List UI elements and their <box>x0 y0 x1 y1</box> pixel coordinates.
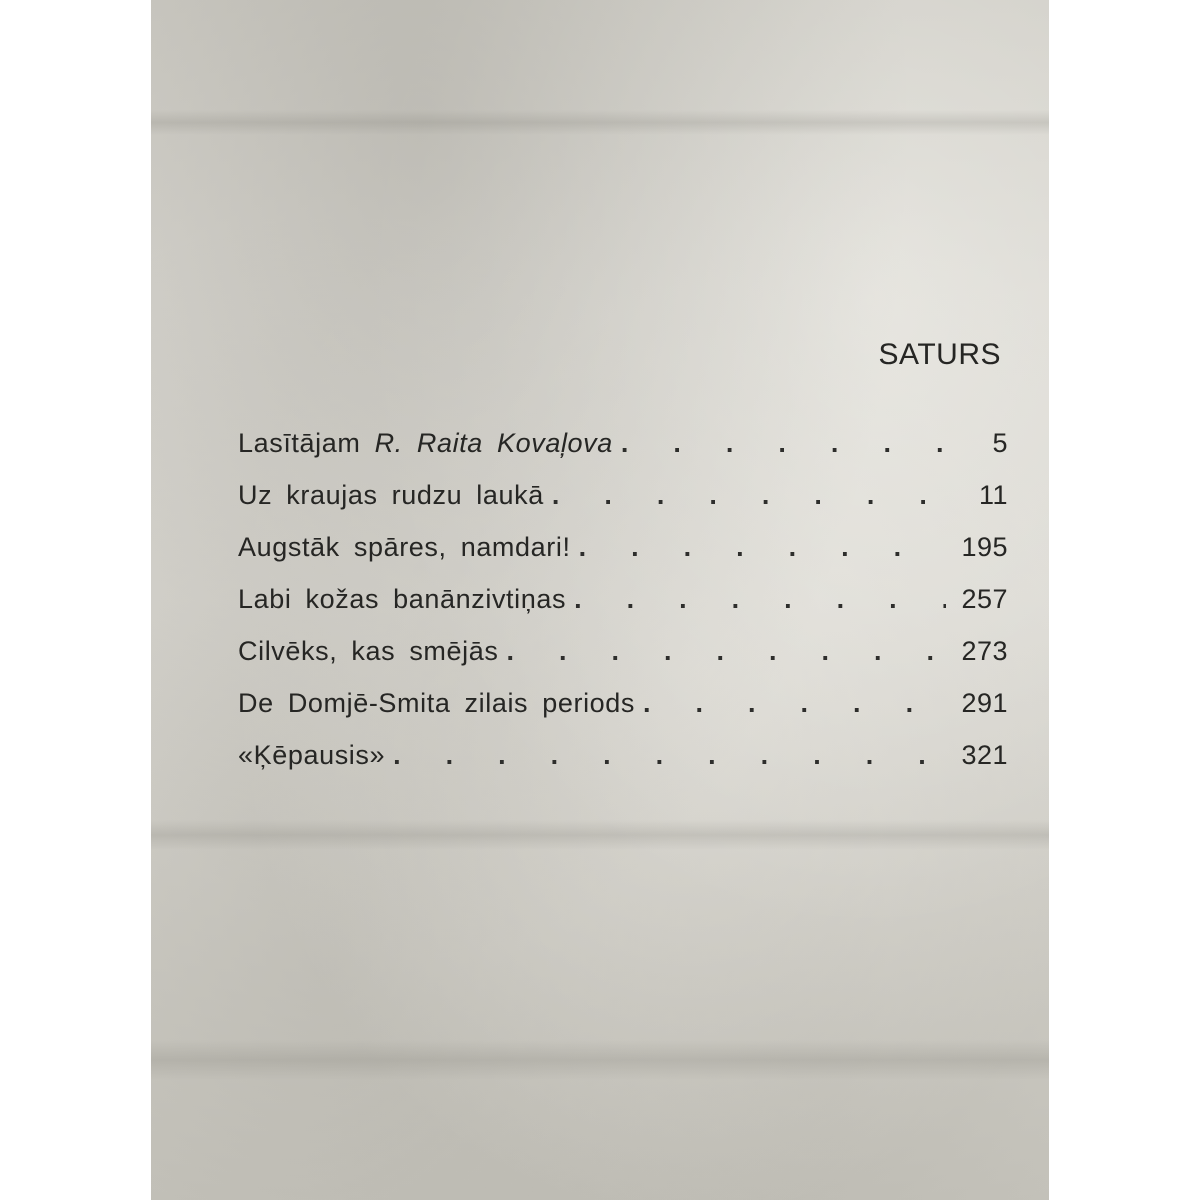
dot-leader <box>506 636 946 667</box>
toc-entry-page: 5 <box>992 428 1008 458</box>
toc-entry-page: 257 <box>961 584 1008 614</box>
toc-entry-page: 291 <box>961 688 1008 718</box>
book-page <box>151 0 1049 1200</box>
toc-entry-title: Cilvēks, kas smējās <box>238 636 499 666</box>
toc-entry <box>238 428 1008 480</box>
dot-leader <box>643 688 946 719</box>
toc-entry-page: 195 <box>961 532 1008 562</box>
toc-entry <box>238 688 1008 740</box>
toc-entry-page: 273 <box>961 636 1008 666</box>
toc-entry-title: «Ķēpausis» <box>238 740 386 770</box>
toc-entry-page: 11 <box>978 480 1008 510</box>
toc-entry <box>238 584 1008 636</box>
toc-entry-title: Uz kraujas rudzu laukā <box>238 480 544 510</box>
toc-entry <box>238 740 1008 792</box>
toc-entry <box>238 636 1008 688</box>
table-of-contents <box>238 428 1008 792</box>
toc-entry-title: Augstāk spāres, namdari! <box>238 532 571 562</box>
dot-leader <box>621 428 946 459</box>
contents-heading: SATURS <box>878 338 1001 371</box>
toc-entry-title: De Domjē-Smita zilais periods <box>238 688 636 718</box>
paper-crease <box>151 1040 1049 1080</box>
toc-entry-title: Labi kožas banānzivtiņas <box>238 584 567 614</box>
dot-leader <box>579 532 946 563</box>
toc-entry <box>238 532 1008 584</box>
dot-leader <box>393 740 946 771</box>
toc-entry <box>238 480 1008 532</box>
paper-crease <box>151 110 1049 135</box>
toc-entry-author: R. Raita Kovaļova <box>374 428 613 458</box>
dot-leader <box>574 584 946 615</box>
toc-entry-page: 321 <box>961 740 1008 770</box>
dot-leader <box>552 480 946 511</box>
toc-entry-title: Lasītājam R. Raita Kovaļova <box>238 428 613 458</box>
paper-crease <box>151 820 1049 850</box>
